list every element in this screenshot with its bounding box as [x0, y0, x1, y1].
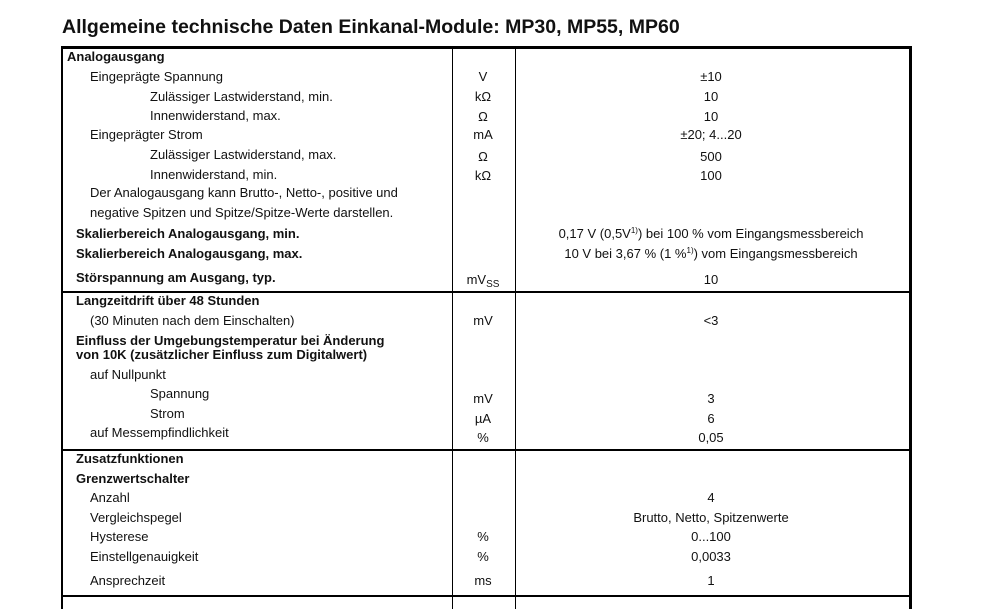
- value-text: 500: [700, 149, 722, 164]
- row-value: [707, 411, 714, 427]
- row-unit: [467, 272, 500, 288]
- column-divider: [452, 49, 453, 609]
- row-value: [704, 313, 719, 329]
- row-label: (30 Minuten nach dem Einschalten): [90, 313, 295, 328]
- row-label: Analogausgang: [67, 49, 165, 64]
- row-label: Zusatzfunktionen: [76, 451, 184, 466]
- value-text: 0,17 V (0,5V: [558, 226, 631, 241]
- value-text: 10: [703, 89, 719, 104]
- row-label: Strom: [150, 406, 185, 421]
- row-label: Störspannung am Ausgang, typ.: [76, 270, 276, 285]
- unit-text: V: [478, 69, 488, 84]
- row-value: [564, 246, 857, 262]
- unit-text: kΩ: [474, 168, 492, 183]
- row-label: Zulässiger Lastwiderstand, max.: [150, 147, 337, 162]
- row-label: Ansprechzeit: [90, 573, 166, 588]
- row-unit: [475, 89, 491, 105]
- row-value: [707, 391, 714, 407]
- value-text: ±10: [700, 69, 722, 84]
- unit-text: mA: [473, 127, 493, 142]
- value-text: 4: [707, 490, 715, 505]
- column-divider: [515, 49, 516, 609]
- row-unit: [474, 573, 491, 589]
- unit-text: %: [477, 430, 489, 445]
- row-label: auf Nullpunkt: [90, 367, 166, 382]
- value-text: <3: [703, 313, 719, 328]
- row-unit: [475, 168, 491, 184]
- footnote-ref: 1): [630, 226, 638, 235]
- unit-text: %: [477, 549, 489, 564]
- value-text-cont: ) bei 100 % vom Eingangsmessbereich: [637, 226, 864, 241]
- row-value: [700, 149, 722, 165]
- unit-text: %: [477, 529, 489, 544]
- row-label: Spannung: [150, 386, 210, 401]
- value-text: 0,05: [698, 430, 724, 445]
- unit-text: mV: [473, 391, 493, 406]
- row-label: Vergleichspegel: [90, 510, 182, 525]
- page-title: Allgemeine technische Daten Einkanal-Module: MP30, MP55, MP60: [62, 16, 680, 38]
- row-value: [707, 573, 714, 589]
- row-value: [700, 69, 722, 85]
- value-text: 0...100: [691, 529, 731, 544]
- row-label: Zulässiger Lastwiderstand, min.: [150, 89, 333, 104]
- row-label: negative Spitzen und Spitze/Spitze-Werte darstellen.: [90, 205, 394, 220]
- value-text: ±20; 4...20: [680, 127, 742, 142]
- unit-text: Ω: [478, 149, 488, 164]
- row-unit: [478, 109, 488, 125]
- value-text: 10: [703, 272, 719, 287]
- value-text-cont: ) vom Eingangsmessbereich: [693, 246, 858, 261]
- row-label: Grenzwertschalter: [76, 471, 190, 486]
- row-label: Der Analogausgang kann Brutto-, Netto-, positive und: [90, 185, 398, 200]
- row-value: [704, 272, 718, 288]
- row-value: [680, 127, 741, 143]
- row-label: Eingeprägter Strom: [90, 127, 203, 142]
- unit-text: kΩ: [474, 89, 492, 104]
- row-unit: [473, 391, 493, 407]
- row-value: [704, 109, 718, 125]
- row-label: von 10K (zusätzlicher Einfluss zum Digitalwert): [76, 347, 368, 362]
- unit-text: mV: [466, 272, 487, 287]
- row-unit: [477, 430, 489, 446]
- row-label: Einstellgenauigkeit: [90, 549, 199, 564]
- row-value: [633, 510, 788, 526]
- row-unit: [475, 411, 491, 427]
- row-label: auf Messempfindlichkeit: [90, 425, 229, 440]
- unit-text: µA: [474, 411, 492, 426]
- row-label: Eingeprägte Spannung: [90, 69, 224, 84]
- section-divider: [63, 595, 909, 597]
- row-value: [698, 430, 723, 446]
- footnote-ref: 1): [686, 246, 694, 255]
- value-text: 100: [700, 168, 722, 183]
- row-label: Hysterese: [90, 529, 149, 544]
- row-unit: [473, 313, 493, 329]
- section-divider: [63, 449, 909, 451]
- value-text: 1: [707, 573, 715, 588]
- row-label: Innenwiderstand, min.: [150, 167, 278, 182]
- row-label: Innenwiderstand, max.: [150, 108, 281, 123]
- value-text: Brutto, Netto, Spitzenwerte: [633, 510, 789, 525]
- value-text: 10 V bei 3,67 % (1 %: [564, 246, 687, 261]
- row-value: [559, 226, 864, 242]
- row-unit: [477, 549, 489, 565]
- row-value: [707, 490, 714, 506]
- spec-table: [61, 46, 912, 609]
- row-unit: [478, 149, 488, 165]
- row-label: Langzeitdrift über 48 Stunden: [76, 293, 260, 308]
- row-value: [691, 549, 731, 565]
- row-unit: [477, 529, 489, 545]
- row-value: [700, 168, 722, 184]
- value-text: 10: [703, 109, 719, 124]
- unit-text: ms: [474, 573, 492, 588]
- value-text: 6: [707, 411, 715, 426]
- unit-subscript: SS: [486, 279, 500, 290]
- value-text: 0,0033: [691, 549, 731, 564]
- row-label: Skalierbereich Analogausgang, min.: [76, 226, 300, 241]
- row-value: [704, 89, 718, 105]
- row-unit: [479, 69, 488, 85]
- unit-text: Ω: [478, 109, 488, 124]
- unit-text: mV: [473, 313, 493, 328]
- row-label: Skalierbereich Analogausgang, max.: [76, 246, 303, 261]
- row-unit: [473, 127, 493, 143]
- row-label: Einfluss der Umgebungstemperatur bei Änderung: [76, 333, 385, 348]
- value-text: 3: [707, 391, 715, 406]
- row-label: Anzahl: [90, 490, 130, 505]
- row-value: [691, 529, 731, 545]
